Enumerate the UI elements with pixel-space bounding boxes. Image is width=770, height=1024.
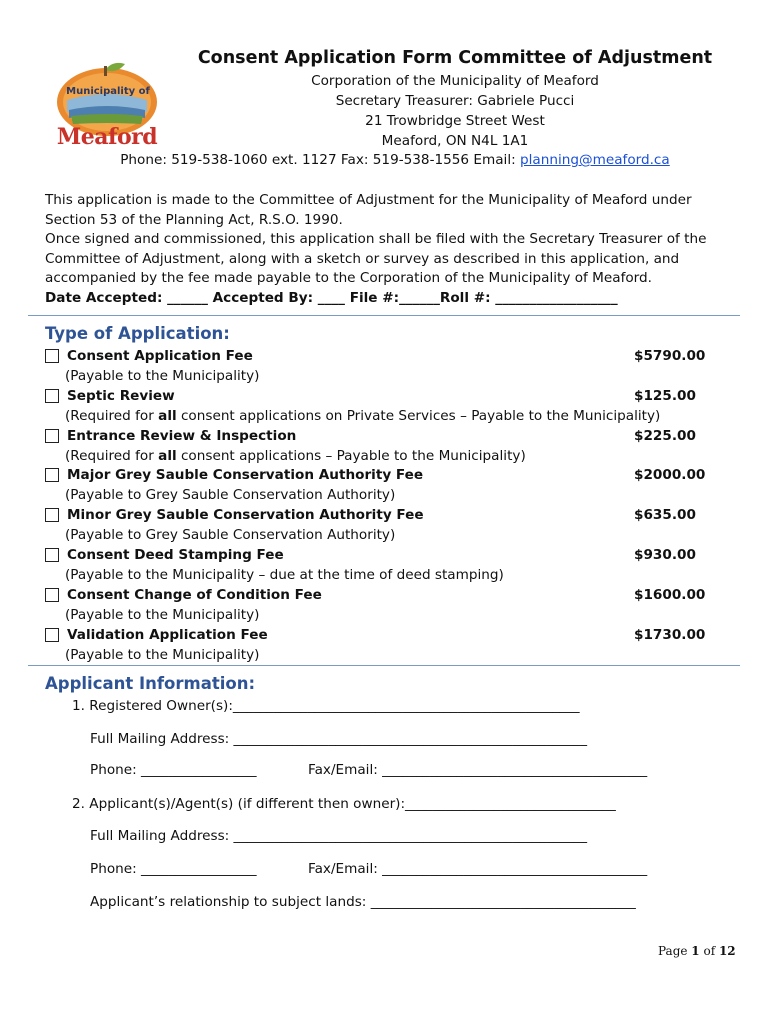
of-word: of [699,944,719,958]
agent-mailing-address-field[interactable]: Full Mailing Address: ____________________________________________________ [90,828,587,844]
intro-line-2: Section 53 of the Planning Act, R.S.O. 1990. [45,211,343,228]
type-of-application-heading: Type of Application: [45,324,230,343]
fee-note [65,368,259,384]
address-line-3: 21 Trowbridge Street West [365,113,545,129]
page-word: Page [658,944,692,958]
fee-label: Consent Change of Condition Fee [67,586,322,603]
section-divider [28,315,740,316]
fee-note-emphasis: all [158,447,177,464]
fee-amount: $2000.00 [634,467,706,484]
fee-note-text: (Payable to the Municipality) [65,606,260,623]
fee-note [65,647,259,663]
fee-amount: $225.00 [634,427,696,444]
fee-label: Consent Deed Stamping Fee [67,547,284,563]
owner-phone-field[interactable]: Phone: _________________ [90,762,257,778]
logo-subtitle: Municipality of [66,86,150,97]
fee-label: Validation Application Fee [67,626,268,643]
intro-line-3: Once signed and commissioned, this application shall be filed with the Secretary Treasurer of the [45,231,707,248]
fee-label: Minor Grey Sauble Conservation Authority Fee [67,507,424,524]
fee-note-text: (Payable to the Municipality) [65,646,260,663]
fee-checkbox[interactable] [45,468,59,482]
contact-line [0,152,770,168]
fee-note-text: (Payable to Grey Sauble Conservation Authority) [65,527,396,544]
form-title: Consent Application Form Committee of Adjustment [197,48,713,68]
agent-fax-email-field[interactable]: Fax/Email: _______________________________________ [308,861,648,877]
fee-amount: $1730.00 [634,626,706,643]
fee-note-text: consent applications on Private Services – Payable to the Municipality) [176,407,661,424]
address-line-1: Corporation of the Municipality of Meaford [311,73,599,89]
fee-checkbox[interactable] [45,628,59,642]
applicant-information-heading: Applicant Information: [45,674,256,693]
fee-note-text: (Required for [65,447,159,464]
current-page: 1 [691,944,700,958]
fee-note-text: (Payable to the Municipality – due at the time of deed stamping) [65,567,504,583]
email-link[interactable]: planning@meaford.ca [520,152,670,168]
fee-note [65,487,395,503]
page-number [658,944,736,958]
registered-owner-field[interactable]: 1. Registered Owner(s):___________________________________________________ [72,698,580,714]
fee-note-text: (Payable to Grey Sauble Conservation Authority) [65,487,396,504]
address-line-4: Meaford, ON N4L 1A1 [381,133,529,149]
applicant-agent-field[interactable]: 2. Applicant(s)/Agent(s) (if different then owner):_______________________________ [72,796,616,812]
fee-amount: $1600.00 [634,586,706,603]
fee-note [65,567,504,583]
fee-note [65,527,395,543]
fee-label: Septic Review [67,387,175,404]
fee-note-text: (Payable to the Municipality) [65,368,260,384]
fee-amount: $635.00 [634,507,696,524]
logo-wordmark: Meaford [56,124,158,150]
fee-note [65,607,259,623]
fee-label: Consent Application Fee [67,348,253,364]
relationship-field[interactable]: Applicant’s relationship to subject lands: _______________________________________ [90,894,636,910]
fee-checkbox[interactable] [45,429,59,443]
section-divider [28,665,740,666]
owner-fax-email-field[interactable]: Fax/Email: _______________________________________ [308,762,648,778]
fee-label: Major Grey Sauble Conservation Authority Fee [67,467,424,484]
fee-checkbox[interactable] [45,588,59,602]
fee-label: Entrance Review & Inspection [67,427,297,444]
fee-amount: $930.00 [634,547,696,563]
intro-line-5: accompanied by the fee made payable to the Corporation of the Municipality of Meaford. [45,270,652,287]
fee-amount: $125.00 [634,387,696,404]
fee-amount: $5790.00 [634,348,706,364]
total-pages: 12 [718,944,736,958]
fee-checkbox[interactable] [45,389,59,403]
address-line-2: Secretary Treasurer: Gabriele Pucci [335,93,575,109]
contact-text: Phone: 519-538-1060 ext. 1127 Fax: 519-538-1556 Email: [120,152,521,168]
fee-note [65,448,526,464]
fee-note [65,408,660,424]
fee-note-emphasis: all [158,407,177,424]
intro-line-4: Committee of Adjustment, along with a sketch or survey as described in this application, and [45,250,680,267]
fee-checkbox[interactable] [45,349,59,363]
fee-checkbox[interactable] [45,548,59,562]
intro-line-1: This application is made to the Committee of Adjustment for the Municipality of Meaford under [45,192,692,208]
fee-note-text: consent applications – Payable to the Municipality) [176,447,526,464]
owner-mailing-address-field[interactable]: Full Mailing Address: ____________________________________________________ [90,731,587,747]
intro-paragraph [45,191,735,309]
fee-checkbox[interactable] [45,508,59,522]
office-use-line[interactable]: Date Accepted: ______ Accepted By: ____ File #:______Roll #: __________________ [45,289,618,306]
agent-phone-field[interactable]: Phone: _________________ [90,861,257,877]
fee-note-text: (Required for [65,407,159,424]
